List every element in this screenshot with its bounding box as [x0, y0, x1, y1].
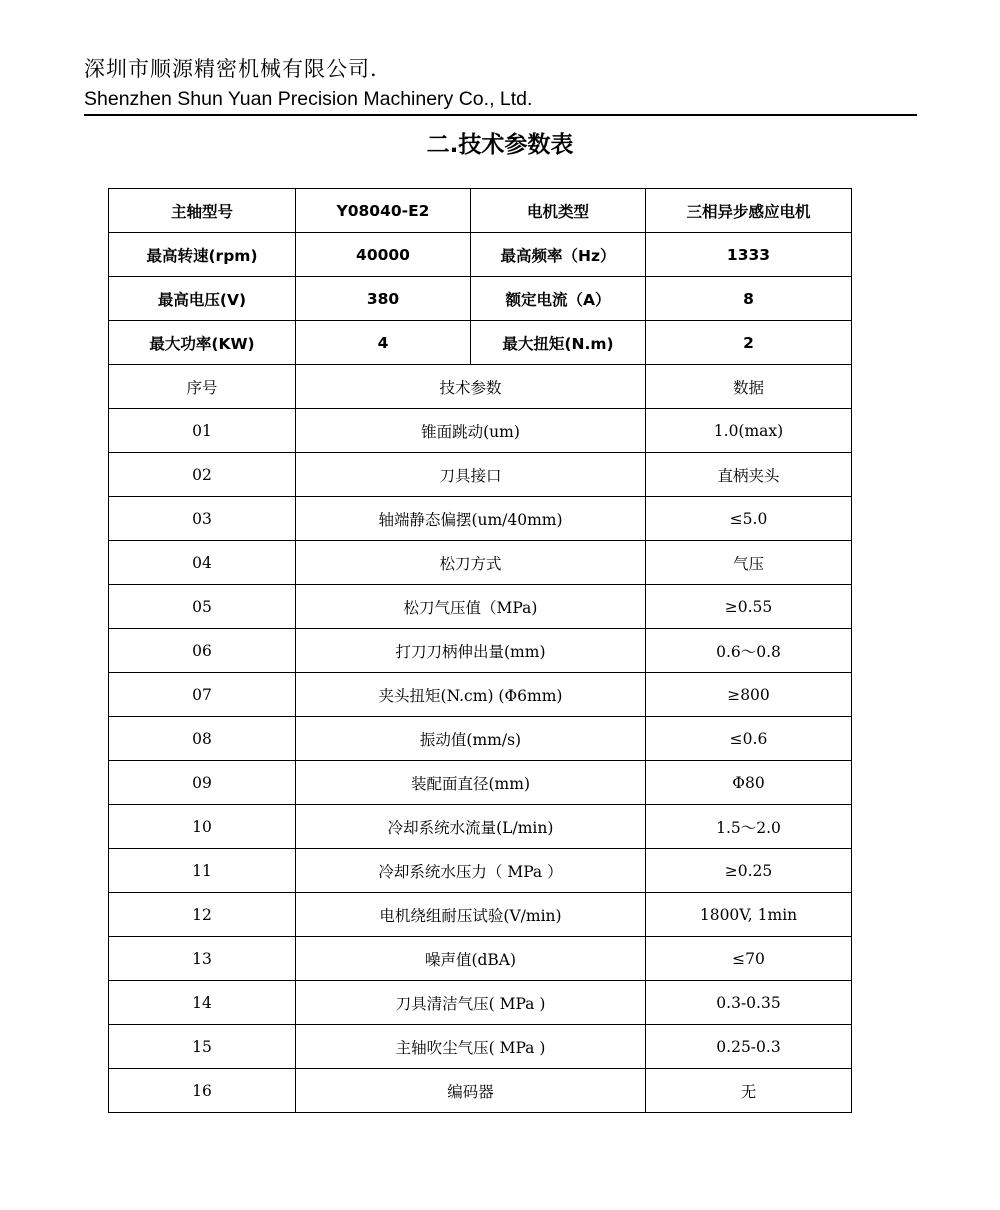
row-value: 1.5～2.0	[646, 805, 852, 849]
row-value: 0.25-0.3	[646, 1025, 852, 1069]
spec-label: 最大功率(KW)	[109, 321, 296, 365]
table-row	[109, 541, 852, 585]
table-row	[109, 497, 852, 541]
row-parameter: 打刀刀柄伸出量(mm)	[296, 629, 646, 673]
company-name-english: Shenzhen Shun Yuan Precision Machinery Co., Ltd.	[84, 88, 533, 110]
row-index: 13	[109, 937, 296, 981]
spec-label: 电机类型	[471, 189, 646, 233]
row-value: 1.0(max)	[646, 409, 852, 453]
row-index: 15	[109, 1025, 296, 1069]
row-index: 12	[109, 893, 296, 937]
spec-value: Y08040-E2	[296, 189, 471, 233]
table-row	[109, 585, 852, 629]
table-row	[109, 805, 852, 849]
row-parameter: 夹头扭矩(N.cm) (Φ6mm)	[296, 673, 646, 717]
row-parameter: 轴端静态偏摆(um/40mm)	[296, 497, 646, 541]
row-value: 0.3-0.35	[646, 981, 852, 1025]
row-parameter: 锥面跳动(um)	[296, 409, 646, 453]
row-index: 09	[109, 761, 296, 805]
table-row	[109, 1069, 852, 1113]
spec-value: 2	[646, 321, 852, 365]
spec-label: 最大扭矩(N.m)	[471, 321, 646, 365]
row-index: 11	[109, 849, 296, 893]
row-value: ≤70	[646, 937, 852, 981]
row-parameter: 噪声值(dBA)	[296, 937, 646, 981]
header-divider	[84, 114, 917, 116]
row-value: 无	[646, 1069, 852, 1113]
spec-row-power	[109, 321, 852, 365]
row-parameter: 主轴吹尘气压( MPa )	[296, 1025, 646, 1069]
row-index: 16	[109, 1069, 296, 1113]
table-row	[109, 937, 852, 981]
row-parameter: 松刀方式	[296, 541, 646, 585]
spec-value: 三相异步感应电机	[646, 189, 852, 233]
spec-table	[108, 188, 852, 1113]
row-index: 03	[109, 497, 296, 541]
row-index: 14	[109, 981, 296, 1025]
row-index: 05	[109, 585, 296, 629]
row-index: 01	[109, 409, 296, 453]
section-title: 二.技术参数表	[426, 132, 574, 158]
row-parameter: 刀具接口	[296, 453, 646, 497]
row-parameter: 刀具清洁气压( MPa )	[296, 981, 646, 1025]
row-parameter: 冷却系统水压力（ MPa ）	[296, 849, 646, 893]
row-parameter: 电机绕组耐压试验(V/min)	[296, 893, 646, 937]
table-row	[109, 849, 852, 893]
row-value: Φ80	[646, 761, 852, 805]
row-index: 04	[109, 541, 296, 585]
row-parameter: 编码器	[296, 1069, 646, 1113]
column-header-index: 序号	[109, 365, 296, 409]
letterhead	[84, 52, 917, 112]
column-header-value: 数据	[646, 365, 852, 409]
table-row	[109, 717, 852, 761]
spec-label: 额定电流（A）	[471, 277, 646, 321]
row-index: 02	[109, 453, 296, 497]
row-value: ≤0.6	[646, 717, 852, 761]
spec-label: 最高频率（Hz）	[471, 233, 646, 277]
row-value: 气压	[646, 541, 852, 585]
table-row	[109, 761, 852, 805]
spec-row-speed	[109, 233, 852, 277]
spec-label: 最高转速(rpm)	[109, 233, 296, 277]
row-value: 0.6～0.8	[646, 629, 852, 673]
row-value: 1800V, 1min	[646, 893, 852, 937]
row-parameter: 冷却系统水流量(L/min)	[296, 805, 646, 849]
table-row	[109, 409, 852, 453]
row-index: 08	[109, 717, 296, 761]
spec-value: 40000	[296, 233, 471, 277]
row-value: ≥0.55	[646, 585, 852, 629]
column-header-row	[109, 365, 852, 409]
row-value: ≤5.0	[646, 497, 852, 541]
table-row	[109, 893, 852, 937]
row-index: 06	[109, 629, 296, 673]
spec-value: 4	[296, 321, 471, 365]
table-row	[109, 673, 852, 717]
spec-value: 1333	[646, 233, 852, 277]
row-value: 直柄夹头	[646, 453, 852, 497]
row-value: ≥800	[646, 673, 852, 717]
spec-label: 主轴型号	[109, 189, 296, 233]
row-index: 10	[109, 805, 296, 849]
table-row	[109, 1025, 852, 1069]
table-row	[109, 629, 852, 673]
table-row	[109, 981, 852, 1025]
spec-row-voltage	[109, 277, 852, 321]
spec-label: 最高电压(V)	[109, 277, 296, 321]
spec-value: 8	[646, 277, 852, 321]
row-index: 07	[109, 673, 296, 717]
row-parameter: 装配面直径(mm)	[296, 761, 646, 805]
row-parameter: 松刀气压值（MPa)	[296, 585, 646, 629]
table-row	[109, 453, 852, 497]
row-value: ≥0.25	[646, 849, 852, 893]
spec-value: 380	[296, 277, 471, 321]
row-parameter: 振动值(mm/s)	[296, 717, 646, 761]
company-name-chinese: 深圳市顺源精密机械有限公司.	[84, 57, 378, 81]
column-header-parameter: 技术参数	[296, 365, 646, 409]
spec-row-model	[109, 189, 852, 233]
